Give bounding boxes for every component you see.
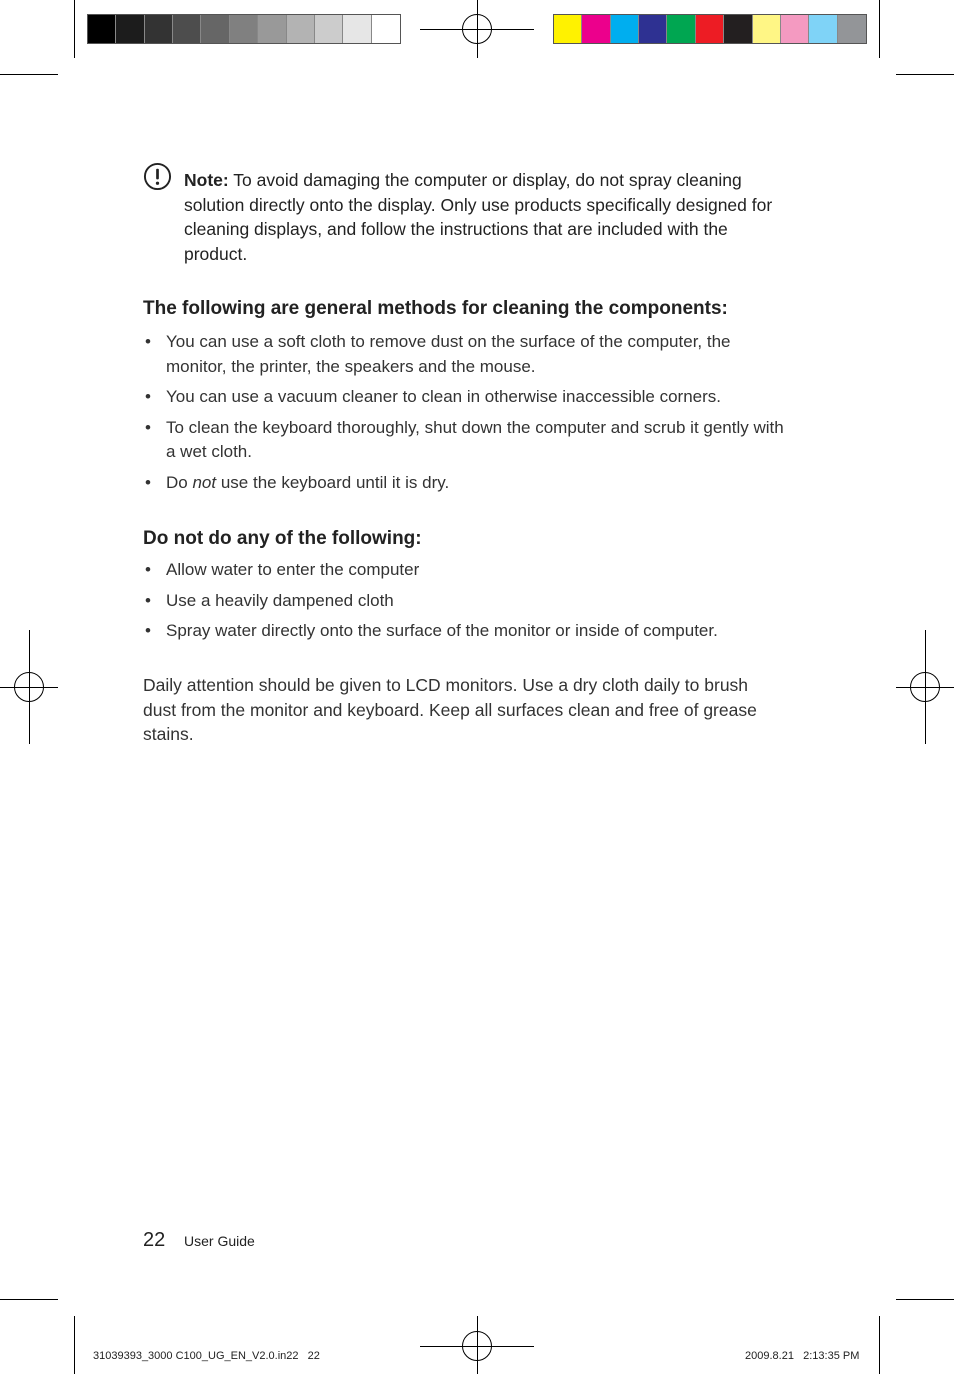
color-swatch — [611, 15, 639, 43]
list-item: • Use a heavily dampened cloth — [145, 590, 394, 610]
list-item: • Do not use the keyboard until it is dry. — [145, 472, 450, 492]
color-swatch — [667, 15, 695, 43]
list-item: • Spray water directly onto the surface of the monitor or inside of computer. — [145, 621, 718, 640]
color-swatch — [230, 15, 258, 43]
color-swatch — [724, 15, 752, 43]
color-swatch — [315, 15, 343, 43]
color-swatch — [639, 15, 667, 43]
grayscale-color-bar — [87, 14, 401, 44]
page-number: 22 — [143, 1229, 166, 1251]
list-item: • You can use a soft cloth to remove dust on the surface of the computer, the monitor, the printer, the speakers and the mouse. — [145, 332, 731, 376]
list-item: • You can use a vacuum cleaner to clean in otherwise inaccessible corners. — [145, 387, 722, 406]
exclamation-circle-icon — [143, 162, 172, 191]
do-not-heading: Do not do any of the following: — [143, 528, 422, 549]
emphasis-not: not — [192, 472, 217, 492]
color-swatch — [258, 15, 286, 43]
cleaning-methods-list — [143, 330, 793, 501]
list-item: • Allow water to enter the computer — [145, 560, 420, 579]
color-swatch — [696, 15, 724, 43]
note-body: To avoid damaging the computer or display, do not spray cleaning solution directly onto the display. Only use products specifically designed for cleaning displays, and follow the instructions that are included with the product. — [184, 170, 773, 264]
color-swatch — [582, 15, 610, 43]
do-not-list — [143, 558, 793, 650]
print-slug-timestamp: 2009.8.21 2:13:35 PM — [745, 1350, 860, 1362]
color-swatch — [753, 15, 781, 43]
color-swatch — [173, 15, 201, 43]
color-swatch — [201, 15, 229, 43]
color-swatch — [287, 15, 315, 43]
color-swatch — [809, 15, 837, 43]
color-swatch — [343, 15, 371, 43]
lcd-care-paragraph: Daily attention should be given to LCD monitors. Use a dry cloth daily to brush dust from the monitor and keyboard. Keep all surfaces clean and free of grease stains. — [143, 675, 757, 744]
print-slug-filename: 31039393_3000 C100_UG_EN_V2.0.in22 22 — [93, 1350, 320, 1362]
color-swatch — [554, 15, 582, 43]
running-footer-label: User Guide — [184, 1233, 255, 1249]
note-label: Note: — [184, 170, 229, 190]
process-color-bar — [553, 14, 867, 44]
color-swatch — [838, 15, 866, 43]
color-swatch — [372, 15, 400, 43]
color-swatch — [145, 15, 173, 43]
note-text — [184, 168, 794, 266]
color-swatch — [88, 15, 116, 43]
list-item: • To clean the keyboard thoroughly, shut down the computer and scrub it gently with a wet cloth. — [145, 417, 784, 461]
color-swatch — [781, 15, 809, 43]
color-swatch — [116, 15, 144, 43]
cleaning-methods-heading: The following are general methods for cleaning the components: — [143, 298, 728, 319]
